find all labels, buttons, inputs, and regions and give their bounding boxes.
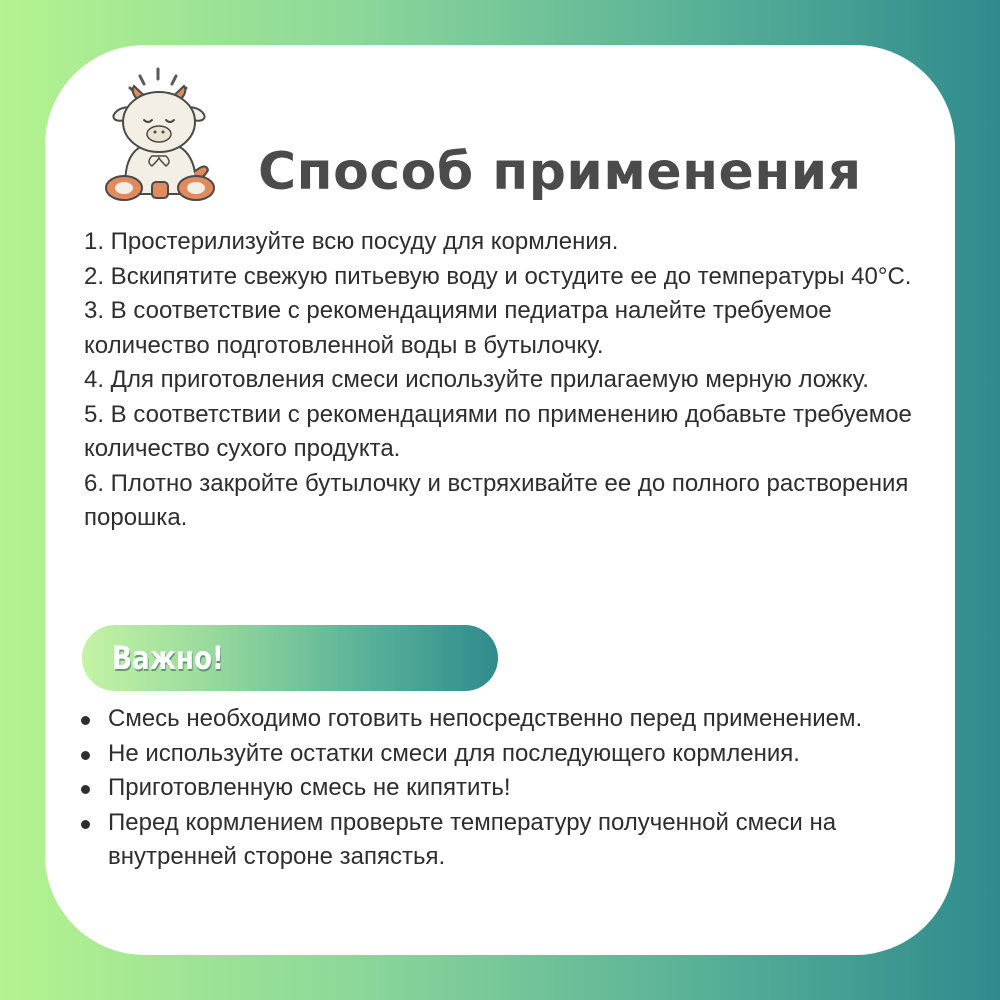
step-item: 3. В соответствие с рекомендациями педиатра налейте требуемое количество подготовленной воды в бутылочку. [84,297,832,359]
important-note-item: Приготовленную смесь не кипятить! [78,771,938,806]
step-item: 6. Плотно закройте бутылочку и встряхивайте ее до полного растворения порошка. [84,469,909,531]
step-item: 5. В соответствии с рекомендациями по применению добавьте требуемое количество сухого продукта. [84,400,912,462]
important-note-item: Перед кормлением проверьте температуру полученной смеси на внутренней стороне запястья. [78,806,938,875]
step-item: 1. Простерилизуйте всю посуду для кормления. [84,228,619,255]
important-badge [82,625,498,691]
preparation-steps-list [84,225,944,536]
important-note-item: Не используйте остатки смеси для последующего кормления. [78,737,938,772]
step-item: 4. Для приготовления смеси используйте прилагаемую мерную ложку. [84,366,869,393]
important-notes-list [78,702,938,875]
page-title: Способ применения [258,142,862,202]
important-note-item: Смесь необходимо готовить непосредственно перед применением. [78,702,938,737]
sleeping-goat-mascot-icon [102,64,226,204]
step-item: 2. Вскипятите свежую питьевую воду и остудите ее до температуры 40°С. [84,262,912,290]
important-label: Важно! [112,639,224,677]
